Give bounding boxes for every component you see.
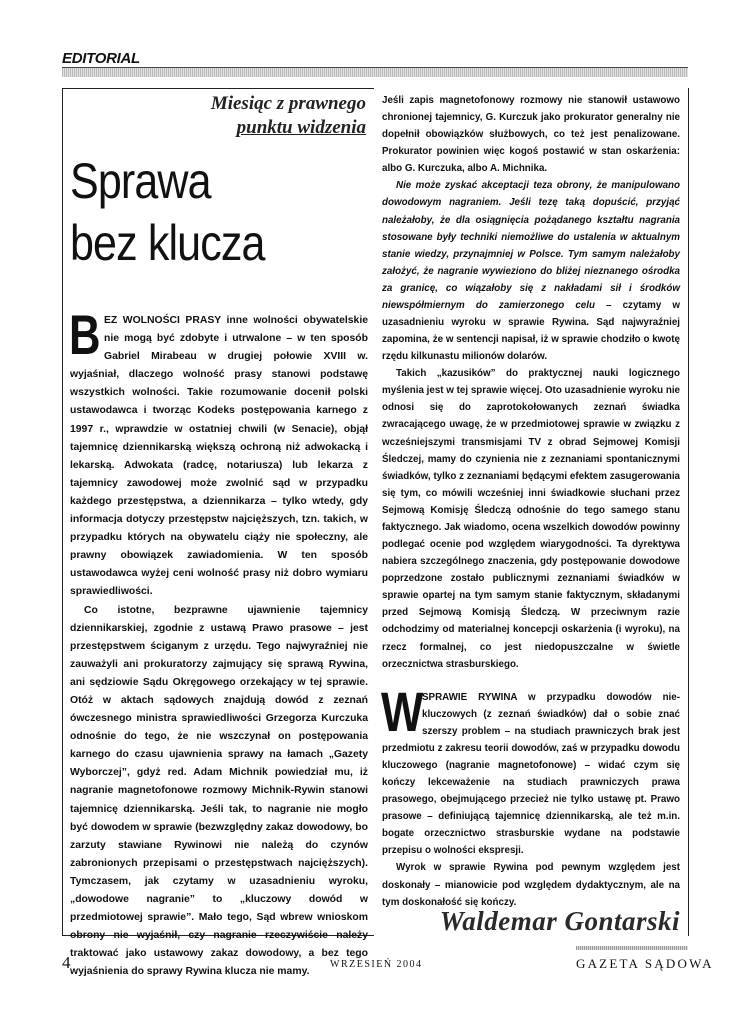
section-gap — [382, 673, 680, 689]
article-column-right — [381, 92, 680, 936]
section-label: EDITORIAL — [62, 50, 140, 67]
paragraph-5: Takich „kazusików” do praktycznej nauki logicznego myślenia jest w tej sprawie więcej. Oto uzasadnienie wyroku nie odnosi się do zaprotokołowanych zeznań świadka zwracającego uwagę, że w przedmiotowej sprawie w związku z wcześniejszymi transmisjami TV z obrad Sejmowej Komisji Śledczej, mamy do czynienia nie z zeznaniami spontanicznymi świadków, tylko z zeznaniami będącymi efektem zasugerowania się tym, co mówili wcześniej inni świadkowie słuchani przez Sejmową Komisję Śledczą odnośnie do tego samego stanu faktycznego. Jak wiadomo, ocena wszelkich dowodów powinny podlegać ocenie pod względem wiarygodności. Ta dyrektywa nabiera szczególnego znaczenia, gdy postępowanie dowodowe poprzedzone zostało publicznymi zeznaniami świadków w sprawie opartej na tym samym stanie faktycznym, składanymi przed Sejmową Komisją Śledczą. W przeciwnym razie odchodzimy od materialnej koncepcji oskarżenia (i wyroku), na rzecz formalnej, co jest niedopuszczalne w świetle orzecznictwa strasburskiego. — [382, 368, 680, 670]
subtitle-line-1: Miesiąc z prawnego — [210, 93, 366, 114]
paragraph-4-quote: Nie może zyskać akceptacji teza obrony, że manipulowano dowodowym nagraniem. Jeśli tezę taką dopuścić, przyjąć należałoby, że dla osiągnięcia pożądanego kształtu nagrania stosowane były techniki niemożliwe do ustalenia w aktualnym stanie wiedzy, przynajmniej w Polsce. Tym samym należałoby założyć, że nagranie wywieziono do bliżej nieznanego ośrodka za granicę, co wiązałoby się z nakładami sił i środków niewspółmiernym do zamierzonego celu — [382, 180, 680, 311]
right-column-rule — [688, 88, 689, 936]
paragraph-6-text: w przypadku dowodów nie-kluczowych (z zeznań świadków) dał o sobie znać szerszy problem – na studiach prawniczych brak jest przedmiotu z zakresu teorii dowodów, zaś w przypadku dowodu kluczowego (nagranie magnetofonowe) – widać czym się kończy lekceważenie na studiach prawniczych prawa prasowego, obejmującego przecież nie tylko ustawę pt. Prawo prasowe – definiującą tajemnicę dziennikarską, ale też m.in. bogate orzecznictwo strasburskie wydane na podstawie przepisu o wolności ekspresji. — [382, 691, 680, 857]
paragraph-2: Co istotne, bezprawne ujawnienie tajemnicy dziennikarskiej, zgodnie z ustawą Prawo prasowe – jest przestępstwem ściganym z urzędu. Tego najwyraźniej nie zauważyli ani prokuratorzy zajmujący się sprawą Rywina, ani sędziowie Sądu Okręgowego orzekający w tej sprawie. Otóż w aktach sądowych znajdują dowód z zeznań ówczesnego ministra sprawiedliwości Grzegorza Kurczuka odnośnie do tego, że nie wszczynał on postępowania karnego do czasu ujawnienia sprawy na łamach „Gazety Wyborczej”, gdyż red. Adam Michnik powiedział mu, iż nagranie magnetofonowe rozmowy Michnik-Rywin stanowi tajemnicę dziennikarską. Jeśli tak, to nagranie nie mogło być dowodem w sprawie (bezwzględny zakaz dowodowy, bo zarzuty stawiane Rywinowi nie należą do czynów zabronionych przepisami o przestępstwach najcięższych). Tymczasem, jak czytamy w uzasadnieniu wyroku, „dowodowe nagranie” to „kluczowy dowód w przedmiotowej sprawie”. Mało tego, Sąd wbrew wnioskom obrony nie wyjaśnił, czy nagranie rzeczywiście należy traktować jako ustawowy zakaz dowodowy, a bez tego wyjaśnienia do sprawy Rywina klucza nie mamy. — [70, 604, 368, 978]
article-title — [70, 150, 326, 274]
footer-bar — [576, 946, 688, 950]
author-signature: Waldemar Gontarski — [439, 905, 680, 936]
paragraph-3-continued: Jeśli zapis magnetofonowy rozmowy nie stanowił ustawowo chronionej tajemnicy, G. Kurczuk jako prokurator generalny nie dopełnił obowiązków służbowych, co też jest penalizowane. Prokurator powinien więc kogoś postawić w stan oskarżenia: albo G. Kurczuka, albo A. Michnika. — [382, 95, 680, 175]
dropcap-w: W — [381, 679, 424, 743]
article-column-left — [70, 92, 368, 981]
page-number: 4 — [62, 953, 71, 972]
header-bar — [62, 68, 688, 77]
paragraph-1-text: inne wolności obywatelskie nie mogą być zdobyte i utrwalone – w ten sposób Gabriel Mirabeau w drugiej połowie XVIII w. wyjaśniał, dlaczego wolność prasy stanowi podstawę wszystkich wolności. Takie rozumowanie docenił polski ustawodawca i tworząc Kodeks postępowania karnego z 1997 r., wprawdzie w ostatniej chwili (w Senacie), objął tajemnicę dziennikarską większą ochroną niż adwokacką i lekarską. Adwokata (radcę, notariusza) lub lekarza z tajemnicy zawodowej może zwolnić sąd w przypadku każdego przestępstwa, a dziennikarza – tylko wtedy, gdy informacja dotyczy przestępstw najcięższych, tzn. takich, w przypadku których na obywatelu ciąży nie społeczny, ale prawny obowiązek zawiadomienia. W ten sposób ustawodawca wyżej ceni wolność prasy niż dobro wymiaru sprawiedliwości. — [70, 315, 368, 598]
paragraph-7: Wyrok w sprawie Rywina pod pewnym względem jest doskonały – mianowicie pod względem dydaktycznym, ale na tym doskonałość się kończy. — [382, 862, 680, 908]
paragraph-1-lead: EZ WOLNOŚCI PRASY — [104, 315, 222, 326]
paragraph-6-lead: SPRAWIE RYWINA — [422, 691, 518, 703]
journal-name: GAZETA SĄDOWA — [576, 956, 714, 971]
paragraph-6 — [381, 679, 680, 860]
title-line-2: bez klucza — [70, 215, 265, 271]
title-line-1: Sprawa — [70, 153, 211, 209]
dropcap-b: B — [69, 303, 101, 366]
paragraph-4-text: – czytamy w uzasadnieniu wyroku w sprawie Rywina. Sąd najwyraźniej zapomina, że w sentencji napisał, iż w sprawie chodziło o kwotę rzędu kilkunastu milionów dolarów. — [382, 299, 680, 363]
paragraph-1 — [69, 303, 368, 602]
issue-date: WRZESIEŃ 2004 — [330, 959, 423, 970]
subtitle-line-2: punktu widzenia — [236, 117, 366, 138]
paragraph-4 — [382, 177, 680, 365]
article-subtitle — [70, 92, 366, 140]
